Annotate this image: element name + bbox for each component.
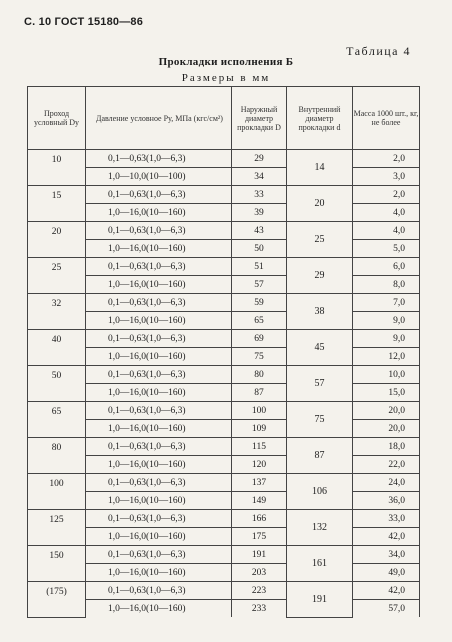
cell-mass: 3,0: [353, 168, 420, 186]
cell-pressure: 1,0—16,0(10—160): [86, 600, 232, 618]
cell-inner-diameter: 14: [287, 150, 353, 186]
cell-inner-diameter: 38: [287, 294, 353, 330]
cell-inner-diameter: 87: [287, 438, 353, 474]
cell-mass: 15,0: [353, 384, 420, 402]
cell-outer-diameter: 203: [232, 564, 287, 582]
cell-inner-diameter: 57: [287, 366, 353, 402]
cell-outer-diameter: 39: [232, 204, 287, 222]
table-header-row: [28, 87, 420, 150]
cell-dn: 32: [28, 294, 86, 330]
cell-outer-diameter: 100: [232, 402, 287, 420]
table-number: Таблица 4: [346, 44, 411, 58]
cell-pressure: 1,0—16,0(10—160): [86, 420, 232, 438]
table-row: [28, 312, 420, 330]
cell-pressure: 0,1—0,63(1,0—6,3): [86, 150, 232, 168]
cell-pressure: 0,1—0,63(1,0—6,3): [86, 186, 232, 204]
cell-mass: 57,0: [353, 600, 420, 618]
cell-mass: 24,0: [353, 474, 420, 492]
table-row: [28, 510, 420, 528]
cell-inner-diameter: 75: [287, 402, 353, 438]
column-header-inner-diameter: Внутренний диаметр прокладки d: [287, 87, 353, 150]
cell-pressure: 0,1—0,63(1,0—6,3): [86, 258, 232, 276]
cell-outer-diameter: 233: [232, 600, 287, 618]
cell-mass: 2,0: [353, 186, 420, 204]
cell-inner-diameter: 20: [287, 186, 353, 222]
cell-mass: 42,0: [353, 528, 420, 546]
table-row: [28, 222, 420, 240]
cell-mass: 9,0: [353, 330, 420, 348]
cell-pressure: 0,1—0,63(1,0—6,3): [86, 366, 232, 384]
cell-pressure: 0,1—0,63(1,0—6,3): [86, 330, 232, 348]
cell-dn: 10: [28, 150, 86, 186]
table-row: [28, 204, 420, 222]
table-row: [28, 168, 420, 186]
cell-pressure: 1,0—16,0(10—160): [86, 492, 232, 510]
table-row: [28, 366, 420, 384]
cell-dn: 15: [28, 186, 86, 222]
cell-outer-diameter: 137: [232, 474, 287, 492]
cell-pressure: 1,0—16,0(10—160): [86, 204, 232, 222]
cell-mass: 36,0: [353, 492, 420, 510]
column-header-pressure: Давление условное Pу, МПа (кгс/см²): [86, 87, 232, 150]
cell-dn: (175): [28, 582, 86, 618]
cell-dn: 150: [28, 546, 86, 582]
table-row: [28, 384, 420, 402]
cell-mass: 22,0: [353, 456, 420, 474]
table-row: [28, 186, 420, 204]
cell-outer-diameter: 65: [232, 312, 287, 330]
cell-outer-diameter: 43: [232, 222, 287, 240]
cell-mass: 8,0: [353, 276, 420, 294]
table-row: [28, 474, 420, 492]
cell-outer-diameter: 120: [232, 456, 287, 474]
cell-dn: 40: [28, 330, 86, 366]
cell-mass: 7,0: [353, 294, 420, 312]
cell-mass: 49,0: [353, 564, 420, 582]
cell-mass: 12,0: [353, 348, 420, 366]
cell-inner-diameter: 45: [287, 330, 353, 366]
cell-outer-diameter: 166: [232, 510, 287, 528]
cell-mass: 34,0: [353, 546, 420, 564]
cell-outer-diameter: 75: [232, 348, 287, 366]
cell-mass: 4,0: [353, 204, 420, 222]
cell-pressure: 0,1—0,63(1,0—6,3): [86, 402, 232, 420]
cell-inner-diameter: 161: [287, 546, 353, 582]
cell-pressure: 1,0—16,0(10—160): [86, 276, 232, 294]
cell-pressure: 0,1—0,63(1,0—6,3): [86, 438, 232, 456]
cell-pressure: 0,1—0,63(1,0—6,3): [86, 294, 232, 312]
table-row: [28, 240, 420, 258]
cell-pressure: 0,1—0,63(1,0—6,3): [86, 582, 232, 600]
cell-outer-diameter: 33: [232, 186, 287, 204]
cell-mass: 5,0: [353, 240, 420, 258]
cell-outer-diameter: 87: [232, 384, 287, 402]
cell-outer-diameter: 59: [232, 294, 287, 312]
cell-outer-diameter: 175: [232, 528, 287, 546]
cell-outer-diameter: 115: [232, 438, 287, 456]
cell-mass: 6,0: [353, 258, 420, 276]
table-row: [28, 600, 420, 618]
cell-pressure: 1,0—16,0(10—160): [86, 528, 232, 546]
cell-outer-diameter: 69: [232, 330, 287, 348]
cell-pressure: 1,0—16,0(10—160): [86, 348, 232, 366]
table-row: [28, 564, 420, 582]
cell-pressure: 1,0—10,0(10—100): [86, 168, 232, 186]
cell-pressure: 1,0—16,0(10—160): [86, 384, 232, 402]
table-row: [28, 546, 420, 564]
table-row: [28, 402, 420, 420]
cell-mass: 4,0: [353, 222, 420, 240]
cell-outer-diameter: 80: [232, 366, 287, 384]
cell-outer-diameter: 29: [232, 150, 287, 168]
cell-outer-diameter: 34: [232, 168, 287, 186]
cell-pressure: 0,1—0,63(1,0—6,3): [86, 222, 232, 240]
column-header-mass: Масса 1000 шт., кг, не более: [353, 87, 420, 150]
cell-outer-diameter: 51: [232, 258, 287, 276]
cell-mass: 10,0: [353, 366, 420, 384]
cell-dn: 50: [28, 366, 86, 402]
table-row: [28, 420, 420, 438]
table-title: Прокладки исполнения Б: [158, 56, 294, 68]
cell-pressure: 1,0—16,0(10—160): [86, 456, 232, 474]
gasket-dimensions-table: [27, 86, 420, 618]
cell-outer-diameter: 57: [232, 276, 287, 294]
page-header: С. 10 ГОСТ 15180—86: [24, 16, 144, 28]
cell-outer-diameter: 149: [232, 492, 287, 510]
cell-mass: 18,0: [353, 438, 420, 456]
table-row: [28, 150, 420, 168]
cell-mass: 20,0: [353, 420, 420, 438]
cell-inner-diameter: 191: [287, 582, 353, 618]
cell-outer-diameter: 109: [232, 420, 287, 438]
cell-mass: 33,0: [353, 510, 420, 528]
cell-inner-diameter: 106: [287, 474, 353, 510]
table-row: [28, 528, 420, 546]
cell-mass: 42,0: [353, 582, 420, 600]
cell-dn: 65: [28, 402, 86, 438]
cell-dn: 20: [28, 222, 86, 258]
cell-inner-diameter: 25: [287, 222, 353, 258]
cell-outer-diameter: 50: [232, 240, 287, 258]
table-body: [28, 150, 420, 618]
cell-pressure: 0,1—0,63(1,0—6,3): [86, 546, 232, 564]
cell-inner-diameter: 29: [287, 258, 353, 294]
cell-dn: 100: [28, 474, 86, 510]
cell-dn: 125: [28, 510, 86, 546]
table-row: [28, 258, 420, 276]
table-row: [28, 348, 420, 366]
cell-outer-diameter: 191: [232, 546, 287, 564]
cell-inner-diameter: 132: [287, 510, 353, 546]
cell-pressure: 0,1—0,63(1,0—6,3): [86, 474, 232, 492]
table-row: [28, 276, 420, 294]
column-header-dn: Проход условный Dу: [28, 87, 86, 150]
cell-mass: 20,0: [353, 402, 420, 420]
table-row: [28, 294, 420, 312]
cell-pressure: 1,0—16,0(10—160): [86, 312, 232, 330]
column-header-outer-diameter: Наружный диаметр прокладки D: [232, 87, 287, 150]
cell-outer-diameter: 223: [232, 582, 287, 600]
cell-mass: 2,0: [353, 150, 420, 168]
table-row: [28, 330, 420, 348]
cell-dn: 25: [28, 258, 86, 294]
table-subtitle: Размеры в мм: [181, 72, 271, 84]
table-row: [28, 438, 420, 456]
table-row: [28, 456, 420, 474]
cell-mass: 9,0: [353, 312, 420, 330]
cell-dn: 80: [28, 438, 86, 474]
table-row: [28, 492, 420, 510]
cell-pressure: 1,0—16,0(10—160): [86, 564, 232, 582]
cell-pressure: 1,0—16,0(10—160): [86, 240, 232, 258]
cell-pressure: 0,1—0,63(1,0—6,3): [86, 510, 232, 528]
table-row: [28, 582, 420, 600]
